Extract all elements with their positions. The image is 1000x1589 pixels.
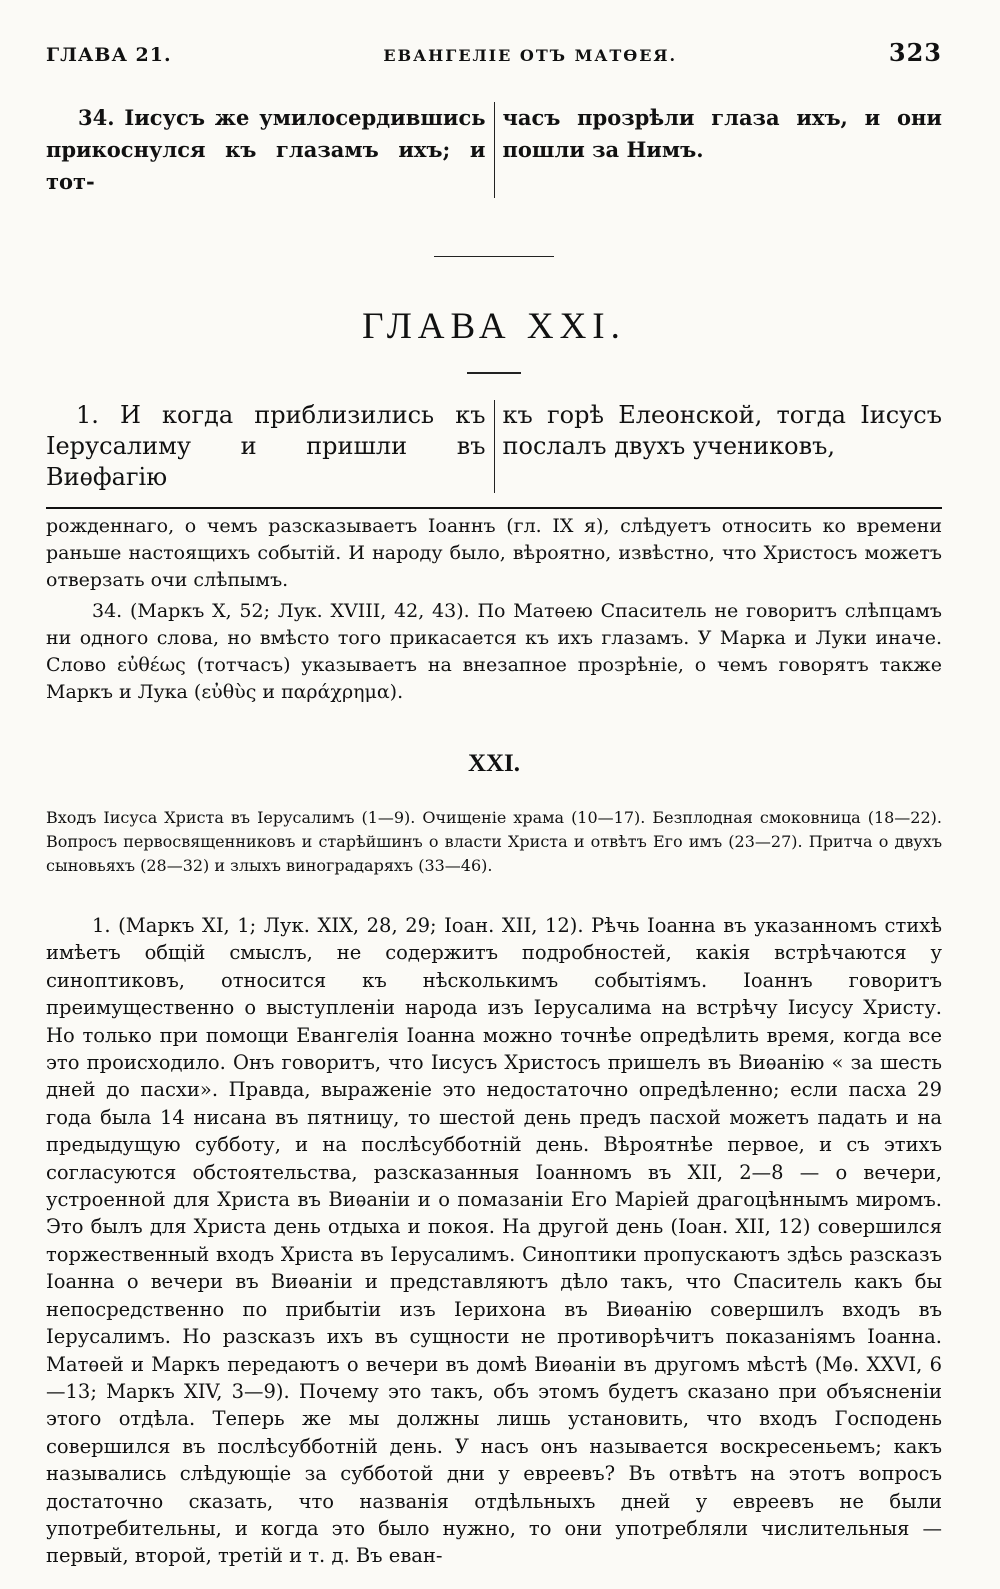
section-divider (434, 256, 554, 257)
commentary-body: 1. (Маркъ XI, 1; Лук. XIX, 28, 29; Іоан. XII, 12). Рѣчь Іоанна въ указанномъ стихѣ имѣетъ общій смыслъ, не содержитъ подробностей, какія встрѣчаются у синоптиковъ, относится къ нѣсколькимъ событіямъ. Іоаннъ говоритъ преимущественно о выступленіи народа изъ Іерусалима на встрѣчу Іисусу Христу. Но только при помощи Евангелія Іоанна можно точнѣе опредѣлить время, когда все это происходило. Онъ говоритъ, что Іисусъ Христосъ пришелъ въ Виѳанію « за шесть дней до пасхи». Правда, выраженіе это недостаточно опредѣленно; если пасха 29 года была 14 нисана въ пятницу, то шестой день предъ пасхой можетъ падать и на предыдущую субботу, и на послѣсубботній день. Вѣроятнѣе первое, и съ этихъ согласуются обстоятельства, разсказанныя Іоанномъ въ XII, 2—8 — о вечери, устроенной для Христа въ Виѳаніи и о помазаніи Его Маріей драгоцѣннымъ миромъ. Это былъ для Христа день отдыха и покоя. На другой день (Іоан. XII, 12) совершился торжественный входъ Христа въ Іерусалимъ. Синоптики пропускаютъ здѣсь разсказъ Іоанна о вечери въ Виѳаніи и представляютъ дѣло такъ, что Спаситель какъ бы непосредственно по прибытіи изъ Іерихона въ Виѳанію совершилъ входъ въ Іерусалимъ. Но разсказъ ихъ въ сущности не противорѣчитъ показаніямъ Іоанна. Матѳей и Маркъ передаютъ о вечери въ домѣ Виѳаніи въ другомъ мѣстѣ (Мѳ. XXVI, 6—13; Маркъ XIV, 3—9). Почему это такъ, объ этомъ будетъ сказано при объясненіи этого отдѣла. Теперь же мы должны лишь установить, что входъ Господень совершился въ послѣсубботній день. У насъ онъ называется воскресеньемъ; какъ назывались слѣдующіе за субботой дни у евреевъ? Въ отвѣтъ на этотъ вопросъ достаточно сказать, что названія отдѣльныхъ дней у евреевъ не были употребительны, и когда это было нужно, то они употребляли числительныя — первый, второй, третій и т. д. Въ еван- (46, 914, 942, 1568)
verse-34-block (46, 102, 942, 198)
verse-34-left-column (46, 102, 495, 198)
commentary-paragraph-2: 34. (Маркъ X, 52; Лук. XVIII, 42, 43). По Матѳею Спаситель не говоритъ слѣпцамъ ни одного слова, но вмѣсто того прикасается къ ихъ глазамъ. У Марка и Луки иначе. Слово εὐθέως (тотчасъ) указываетъ на внезапное прозрѣніе, о чемъ говорятъ также Маркъ и Лука (εὐθὺς и παράχρημα). (46, 600, 942, 703)
verse-34-left-text: 34. Іисусъ же умилосердившись прикоснулся къ глазамъ ихъ; и тот- (46, 105, 486, 194)
verse-1-right-column (495, 400, 943, 493)
verse-1-block (46, 400, 942, 493)
chapter-summary: Входъ Іисуса Христа въ Іерусалимъ (1—9). Очищеніе храма (10—17). Безплодная смоковница (18—22). Вопросъ первосвященниковъ и старѣйшинъ о власти Христа и отвѣтъ Его имъ (23—27). Притча о двухъ сыновьяхъ (28—32) и злыхъ виноградаряхъ (33—46). (46, 808, 942, 875)
commentary-paragraph-1: рожденнаго, о чемъ разсказываетъ Іоаннъ (гл. IX я), слѣдуетъ относить ко времени раньше настоящихъ событій. И народу было, вѣроятно, извѣстно, что Христосъ можетъ отверзать очи слѣпымъ. (46, 515, 942, 591)
running-head-title: ЕВАНГЕЛІЕ ОТЪ МАТѲЕЯ. (383, 46, 678, 65)
commentary-rule (46, 507, 942, 509)
verse-1-left-text: 1. И когда приблизились къ Іерусалиму и пришли въ Виѳфагію (46, 401, 486, 491)
chapter-title: ГЛАВА XXI. (362, 306, 626, 347)
verse-34-right-column (495, 102, 943, 198)
chapter-title-rule (467, 372, 521, 374)
verse-1-left-column (46, 400, 495, 493)
running-head (46, 38, 942, 78)
book-page (46, 38, 942, 1589)
page-number: 323 (888, 38, 942, 67)
verse-34-right-text: часъ прозрѣли глаза ихъ, и они пошли за Нимъ. (502, 105, 942, 162)
verse-1-right-text: къ горѣ Елеонской, тогда Іисусъ послалъ двухъ учениковъ, (502, 401, 942, 460)
section-title: XXI. (467, 750, 521, 777)
running-head-chapter: ГЛАВА 21. (46, 44, 172, 66)
